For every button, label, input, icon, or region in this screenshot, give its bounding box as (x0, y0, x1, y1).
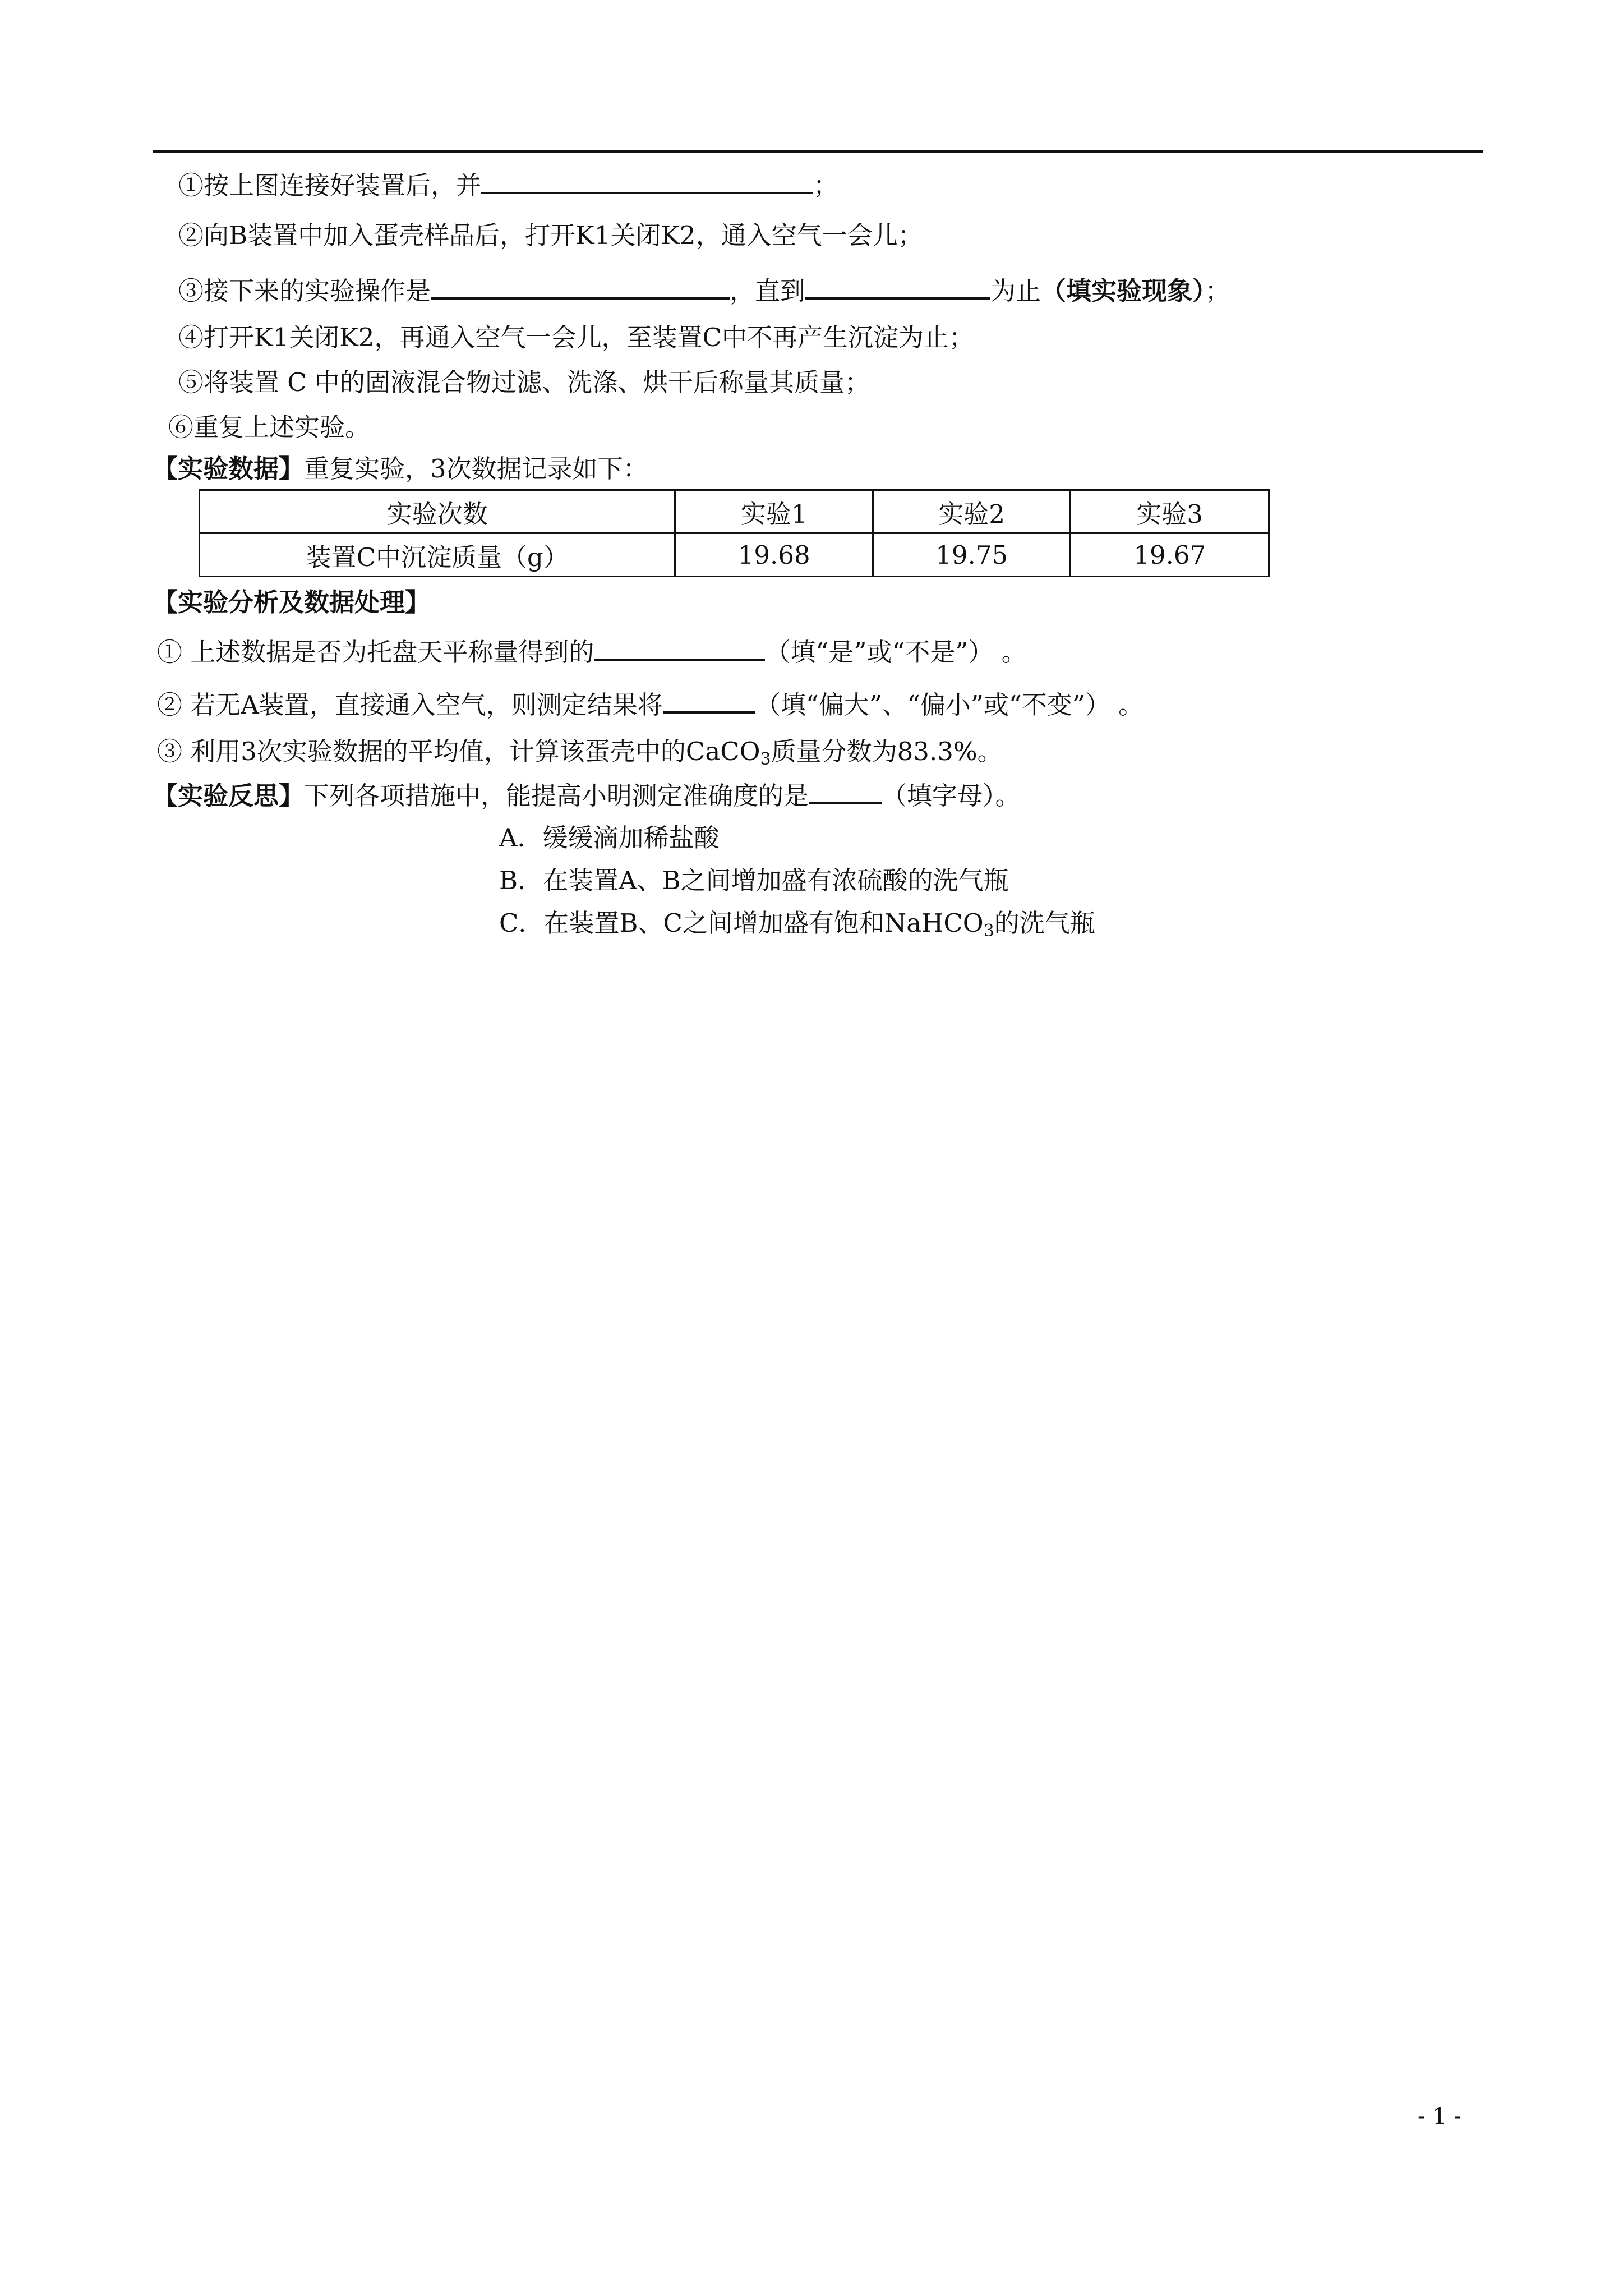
option-c-text: C．在装置B、C之间增加盛有饱和NaHCO (499, 908, 984, 938)
table-row (200, 533, 1269, 577)
step-3-post: 为止 (990, 276, 1041, 306)
option-c (499, 907, 1095, 940)
table-header-cell: 实验次数 (200, 490, 675, 533)
reflection-heading: 【实验反思】 (153, 781, 305, 811)
step-1 (178, 166, 838, 203)
option-c-end: 的洗气瓶 (994, 908, 1095, 938)
step-3-text: ③接下来的实验操作是 (178, 276, 431, 306)
step-3-blank-phenomenon[interactable] (805, 272, 990, 300)
analysis-q2-text: ② 若无A装置，直接通入空气，则测定结果将 (157, 690, 663, 720)
step-1-end: ； (813, 171, 839, 200)
step-5: ⑤将装置 C 中的固液混合物过滤、洗涤、烘干后称量其质量； (178, 367, 870, 397)
reflection (153, 776, 1021, 813)
step-3-hint: （填实验现象） (1041, 276, 1205, 306)
table-cell: 19.75 (873, 533, 1071, 577)
step-2: ②向B装置中加入蛋壳样品后，打开K1关闭K2，通入空气一会儿； (178, 220, 923, 250)
data-section (153, 452, 648, 486)
analysis-q3-result: 质量分数为83.3%。 (771, 737, 1003, 766)
step-6: ⑥重复上述实验。 (168, 412, 371, 442)
analysis-q3-text: ③ 利用3次实验数据的平均值，计算该蛋壳中的CaCO (157, 737, 760, 766)
analysis-q3-subscript: 3 (760, 749, 771, 769)
analysis-q2-hint: （填“偏大”、“偏小”或“不变”） 。 (755, 690, 1144, 720)
analysis-q3 (157, 735, 1003, 769)
analysis-heading: 【实验分析及数据处理】 (153, 587, 431, 617)
reflection-blank[interactable] (809, 776, 882, 804)
analysis-q2-blank[interactable] (663, 685, 755, 714)
table-row-label: 装置C中沉淀质量（g） (200, 533, 675, 577)
option-b: B．在装置A、B之间增加盛有浓硫酸的洗气瓶 (499, 866, 1009, 895)
page-number: - 1 - (1418, 2104, 1461, 2129)
data-table (199, 489, 1270, 577)
table-header-row (200, 490, 1269, 533)
data-section-intro: 重复实验，3次数据记录如下： (304, 454, 648, 484)
analysis-q2 (157, 685, 1144, 722)
option-c-subscript: 3 (983, 921, 994, 941)
table-cell: 19.68 (675, 533, 873, 577)
table-cell: 19.67 (1071, 533, 1269, 577)
analysis-q1-blank[interactable] (594, 633, 765, 661)
step-3 (178, 272, 1230, 308)
analysis-q1 (157, 633, 1027, 669)
table-header-cell: 实验3 (1071, 490, 1269, 533)
step-1-blank[interactable] (481, 166, 813, 194)
table-header-cell: 实验2 (873, 490, 1071, 533)
data-section-heading: 【实验数据】 (153, 454, 305, 484)
header-rule (153, 150, 1483, 153)
step-3-mid: ，直到 (730, 276, 806, 306)
table-header-cell: 实验1 (675, 490, 873, 533)
option-a: A．缓缓滴加稀盐酸 (499, 823, 720, 853)
step-1-text: ①按上图连接好装置后，并 (178, 171, 482, 200)
analysis-q1-text: ① 上述数据是否为托盘天平称量得到的 (157, 637, 594, 667)
step-4: ④打开K1关闭K2，再通入空气一会儿，至装置C中不再产生沉淀为止； (178, 323, 974, 352)
step-3-blank-operation[interactable] (431, 272, 730, 300)
reflection-text: 下列各项措施中，能提高小明测定准确度的是 (304, 781, 809, 811)
analysis-q1-hint: （填“是”或“不是”） 。 (765, 637, 1027, 667)
reflection-hint: （填字母）。 (882, 781, 1021, 811)
step-3-end: ； (1205, 276, 1230, 306)
